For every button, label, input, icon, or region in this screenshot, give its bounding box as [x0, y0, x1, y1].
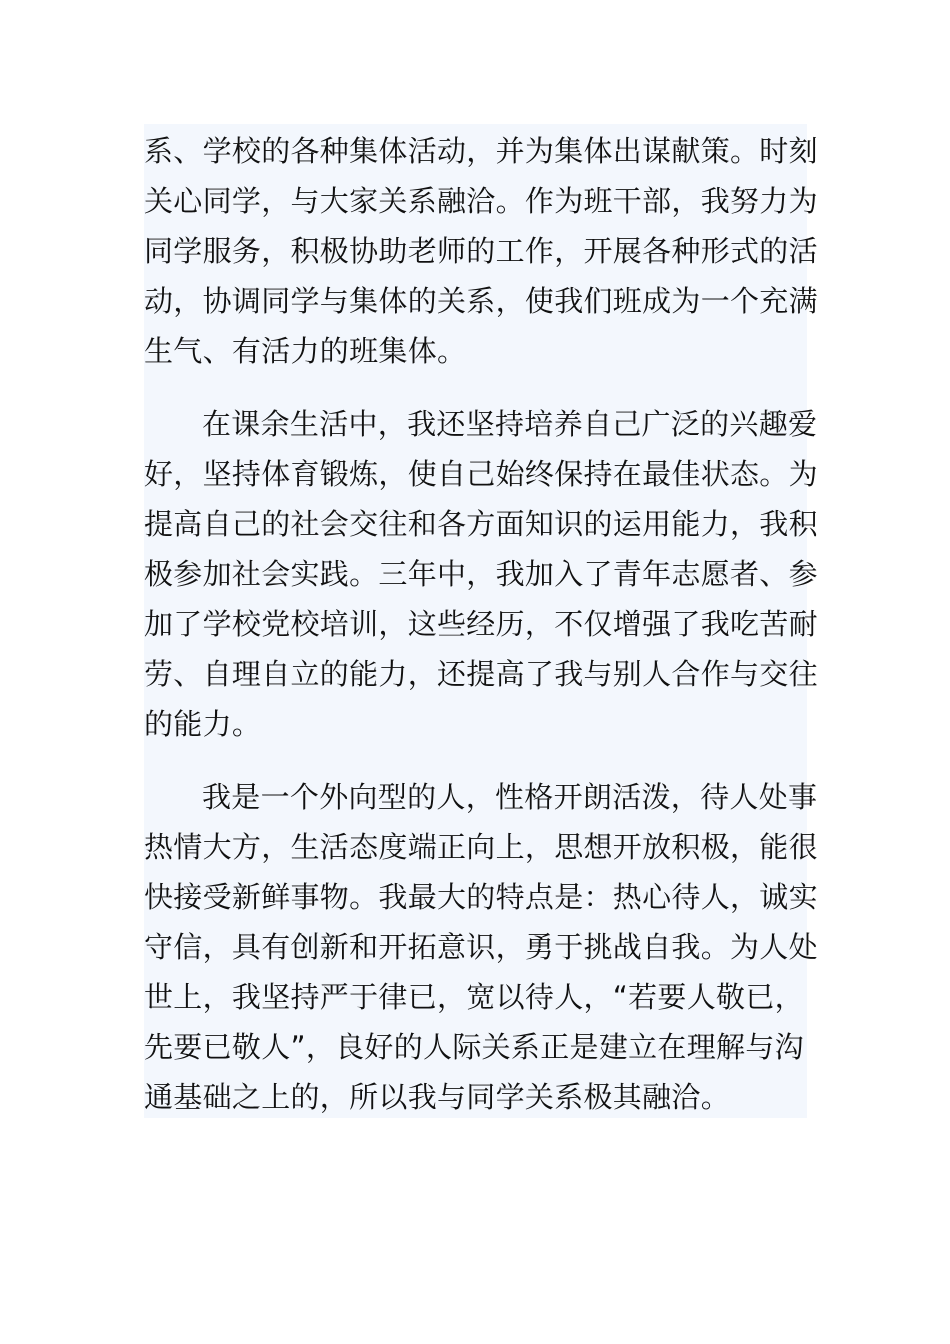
paragraph-3-line-7: 通基础之上的，所以我与同学关系极其融洽。: [144, 1080, 731, 1114]
paragraph-3-line-6: 先要已敬人”，良好的人际关系正是建立在理解与沟: [144, 1030, 804, 1064]
paragraph-3-line-4: 守信，具有创新和开拓意识，勇于挑战自我。为人处: [144, 930, 818, 964]
paragraph-2-line-7: 的能力。: [144, 707, 262, 741]
text-block: [144, 124, 818, 1118]
paragraph-2-line-5: 加了学校党校培训，这些经历，不仅增强了我吃苦耐: [144, 607, 818, 641]
paragraph-1-line-4: 动，协调同学与集体的关系，使我们班成为一个充满: [144, 284, 818, 318]
paragraph-3-line-1: 我是一个外向型的人，性格开朗活泼，待人处事: [202, 780, 818, 814]
paragraph-2-line-6: 劳、自理自立的能力，还提高了我与别人合作与交往: [144, 657, 818, 691]
paragraph-2-line-2: 好，坚持体育锻炼，使自己始终保持在最佳状态。为: [144, 457, 818, 491]
paragraph-3-line-2: 热情大方，生活态度端正向上，思想开放积极，能很: [144, 830, 818, 864]
paragraph-1-line-2: 关心同学，与大家关系融洽。作为班干部，我努力为: [144, 184, 818, 218]
paragraph-2-line-3: 提高自己的社会交往和各方面知识的运用能力，我积: [144, 507, 818, 541]
paragraph-2-line-4: 极参加社会实践。三年中，我加入了青年志愿者、参: [144, 557, 818, 591]
paragraph-2-line-1: 在课余生活中，我还坚持培养自己广泛的兴趣爱: [202, 407, 818, 441]
paragraph-1-line-3: 同学服务，积极协助老师的工作，开展各种形式的活: [144, 234, 818, 268]
paragraph-1-line-1: 系、学校的各种集体活动，并为集体出谋献策。时刻: [144, 134, 818, 168]
paragraph-3-line-3: 快接受新鲜事物。我最大的特点是：热心待人，诚实: [144, 880, 818, 914]
paragraph-1-line-5: 生气、有活力的班集体。: [144, 334, 467, 368]
paragraph-3-line-5: 世上，我坚持严于律已，宽以待人，“若要人敬已，: [144, 980, 804, 1014]
